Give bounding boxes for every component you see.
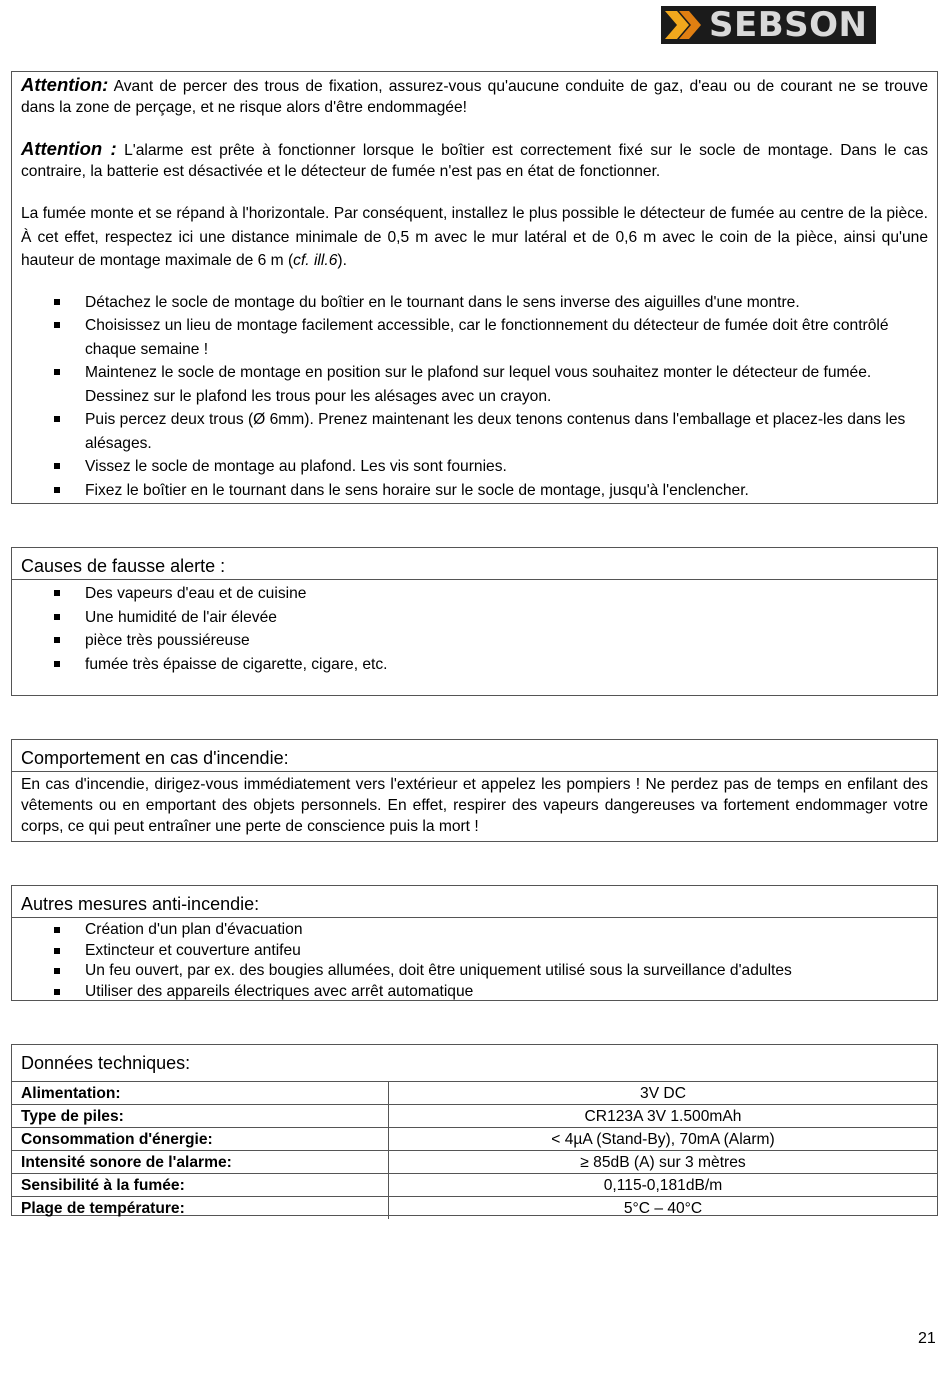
list-item: Choisissez un lieu de montage facilement accessible, car le fonctionnement du détecteur de fumée doit être contrôlé chaque semaine ! — [21, 314, 928, 361]
list-item: Extincteur et couverture antifeu — [21, 941, 928, 962]
table-row: Sensibilité à la fumée: 0,115-0,181dB/m — [12, 1174, 937, 1197]
list-item: Création d'un plan d'évacuation — [21, 920, 928, 941]
false-alarm-list — [21, 582, 928, 676]
page-number: 21 — [918, 1330, 936, 1347]
other-measures-section — [11, 885, 938, 1001]
list-item: Un feu ouvert, par ex. des bougies allumées, doit être uniquement utilisé sous la surveillance d'adultes — [21, 961, 928, 982]
list-item: Utiliser des appareils électriques avec arrêt automatique — [21, 982, 928, 1003]
tech-data-section — [11, 1044, 938, 1216]
list-item: Puis percez deux trous (Ø 6mm). Prenez maintenant les deux tenons contenus dans l'emballage et placez-les dans les alésages. — [21, 408, 928, 455]
table-row: Consommation d'énergie: < 4µA (Stand-By), 70mA (Alarm) — [12, 1128, 937, 1151]
tech-table — [12, 1081, 937, 1219]
section-title: Comportement en cas d'incendie: — [12, 740, 937, 772]
attention-ready: Attention : L'alarme est prête à fonctionner lorsque le boîtier est correctement fixé sur le socle de montage. Dans le cas contraire, la batterie est désactivée et le détecteur de fumée n'est pas en état de fonctionner. — [21, 138, 928, 180]
table-row: Plage de température: 5°C – 40°C — [12, 1197, 937, 1220]
list-item: Détachez le socle de montage du boîtier en le tournant dans le sens inverse des aiguilles d'une montre. — [21, 291, 928, 315]
table-row: Intensité sonore de l'alarme: ≥ 85dB (A) sur 3 mètres — [12, 1151, 937, 1174]
list-item: Une humidité de l'air élevée — [21, 606, 928, 630]
other-measures-list — [21, 920, 928, 1002]
fire-behavior-text: En cas d'incendie, dirigez-vous immédiatement vers l'extérieur et appelez les pompiers ! Ne perdez pas de temps en enfilant des vêtements ou en emportant des objets personnels. En effet, respirer des vapeurs dangereuses va fortement endommager votre corps, ce qui peut entraîner une perte de conscience puis la mort ! — [21, 776, 928, 835]
smoke-placement-text: La fumée monte et se répand à l'horizontale. Par conséquent, installez le plus possible le détecteur de fumée au centre de la pièce. À cet effet, respectez ici une distance minimale de 0,5 m avec le mur latéral et de 0,6 m avec le coin de la pièce, ainsi qu'une hauteur de montage maximale de 6 m (cf. ill.6). — [21, 205, 928, 269]
attention-drilling: Attention: Avant de percer des trous de fixation, assurez-vous qu'aucune conduite de gaz, d'eau ou de courant ne se trouve dans la zone de perçage, et ne risque alors d'être endommagée! — [21, 74, 928, 116]
table-row: Type de piles: CR123A 3V 1.500mAh — [12, 1105, 937, 1128]
fire-behavior-section — [11, 739, 938, 842]
section-title: Causes de fausse alerte : — [12, 548, 937, 580]
list-item: Maintenez le socle de montage en position sur le plafond sur lequel vous souhaitez monter le détecteur de fumée. Dessinez sur le plafond les trous pour les alésages avec un crayon. — [21, 361, 928, 408]
false-alarm-section — [11, 547, 938, 696]
mounting-steps — [21, 291, 928, 503]
chevron-logo-icon — [663, 9, 707, 41]
brand-logo — [661, 6, 876, 44]
mounting-section — [11, 71, 938, 504]
list-item: Fixez le boîtier en le tournant dans le sens horaire sur le socle de montage, jusqu'à l'enclencher. — [21, 479, 928, 503]
list-item: fumée très épaisse de cigarette, cigare, etc. — [21, 653, 928, 677]
brand-name: SEBSON — [709, 5, 868, 45]
section-title: Autres mesures anti-incendie: — [12, 886, 937, 918]
list-item: Des vapeurs d'eau et de cuisine — [21, 582, 928, 606]
list-item: Vissez le socle de montage au plafond. Les vis sont fournies. — [21, 455, 928, 479]
figure-reference: cf. ill.6 — [293, 252, 338, 269]
section-title: Données techniques: — [21, 1053, 191, 1073]
list-item: pièce très poussiéreuse — [21, 629, 928, 653]
table-row: Alimentation: 3V DC — [12, 1082, 937, 1105]
